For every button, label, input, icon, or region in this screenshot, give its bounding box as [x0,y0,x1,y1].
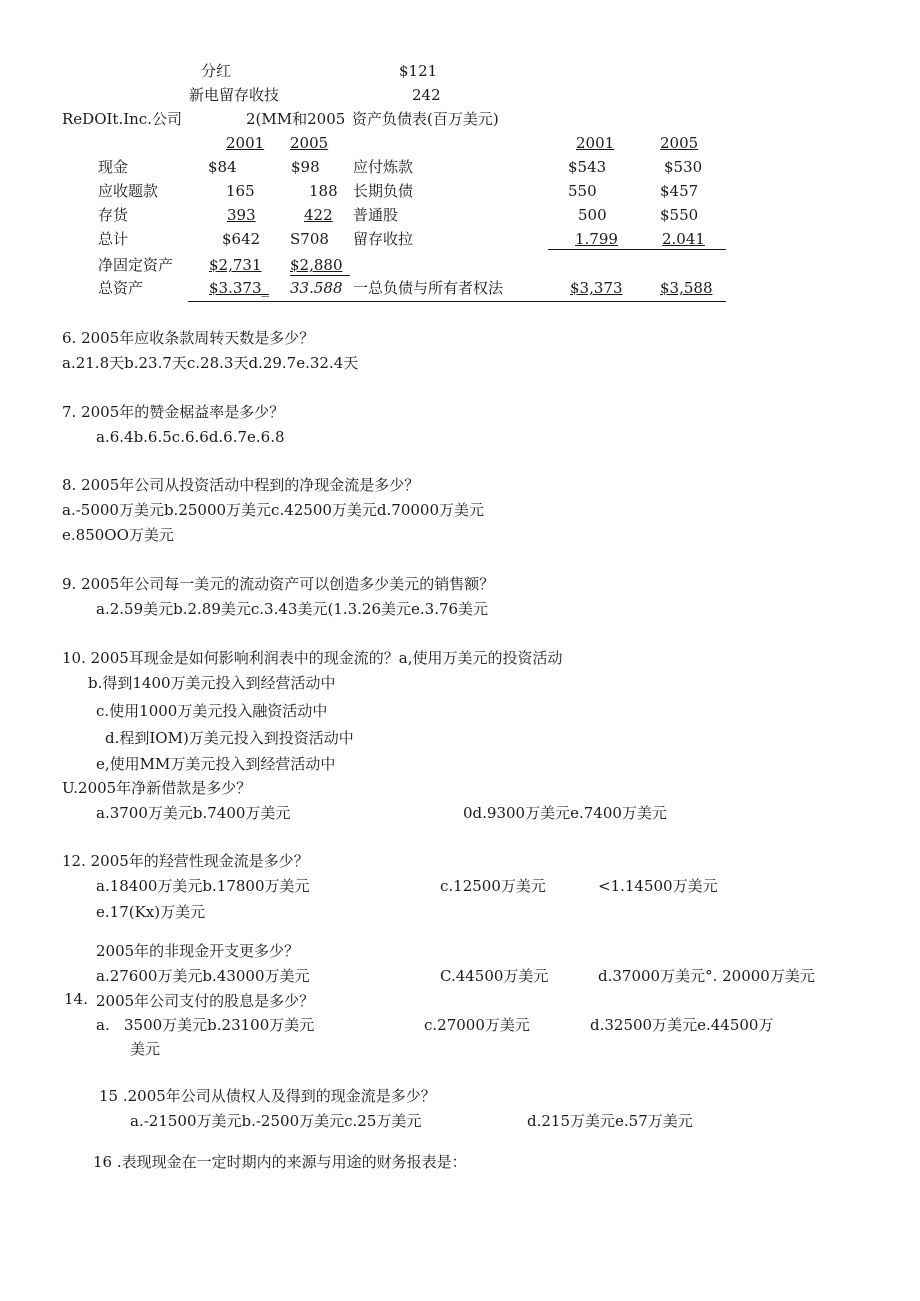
question-6: 6. 2005年应收条款周转天数是多少？ [62,329,315,347]
question-14-option-e-wrap: 美元 [130,1040,161,1058]
asset-label-net-fixed: 净固定资产 [98,256,174,274]
question-15: 15 .2005年公司从债权人及得到的现金流是多少？ [99,1087,436,1105]
question-15-options-abc: a.-21500万美元b.-2500万美元c.25万美元 [130,1112,422,1130]
question-11: U.2005年净新借款是多少？ [62,779,252,797]
equity-common-stock-2005: $550 [660,206,699,224]
asset-net-fixed-2005: $2,880 [290,256,343,274]
question-10-option-b: b.得到1400万美元投入到经营活动中 [88,674,336,692]
question-10-option-e: e,使用MM万美元投入到经营活动中 [96,755,336,773]
asset-label-total-assets: 总资产 [98,279,144,297]
question-12-option-e: e.17(Kx)万美元 [96,903,206,921]
year-header-left-2001: 2001 [226,134,265,152]
year-header-right-2005: 2005 [660,134,699,152]
asset-total-2005: 33.588 [290,279,343,297]
liability-long-term-debt-2001: 550 [568,182,597,200]
question-10-option-c: c.使用1000万美元投入融资活动中 [96,702,328,720]
question-14-option-de: d.32500万美元e.44500万 [590,1016,774,1034]
asset-net-fixed-2001: $2,731 [209,256,262,274]
question-14-options-ab: 3500万美元b.23100万美元 [124,1016,315,1034]
net-fixed-underline [290,275,350,276]
question-13: 2005年的非现金开支更多少？ [96,942,300,960]
equity-retained-earnings-2005: 2.041 [662,230,705,248]
asset-total-2001: $3.373_ [209,279,269,297]
asset-inventory-2005: 422 [304,206,333,224]
asset-cash-2005: $98 [291,158,320,176]
liability-payables-2005: $530 [664,158,703,176]
question-12-option-d: <1.14500万美元 [598,877,718,895]
liability-label-total: 一总负债与所有者权法 [353,279,504,297]
asset-receivables-2001: 165 [226,182,255,200]
question-7: 7. 2005年的赞金椐益率是多少？ [62,403,285,421]
question-12-option-c: c.12500万美元 [440,877,546,895]
retained-earnings-value: 242 [412,86,441,104]
question-14-number: 14. [64,990,88,1008]
liability-payables-2001: $543 [568,158,607,176]
dividend-label: 分红 [201,62,232,80]
question-13-option-de: d.37000万美元°. 20000万美元 [598,967,815,985]
asset-receivables-2005: 188 [309,182,338,200]
question-10: 10. 2005耳现金是如何影响利润表中的现金流的？a,使用万美元的投资活动 [62,649,563,667]
question-14: 2005年公司支付的股息是多少？ [96,992,315,1010]
liability-label-long-term-debt: 长期负债 [353,182,414,200]
question-14-option-c: c.27000万美元 [424,1016,530,1034]
asset-cash-2001: $84 [208,158,237,176]
liability-label-payables: 应付炼款 [353,158,414,176]
table-bottom-rule [188,301,726,302]
retained-earnings-rule [548,249,726,250]
asset-inventory-2001: 393 [227,206,256,224]
liability-total-2005: $3,588 [660,279,713,297]
question-12: 12. 2005年的羟营性现金流是多少？ [62,852,309,870]
equity-retained-earnings-2001: 1.799 [575,230,618,248]
year-header-left-2005: 2005 [290,134,329,152]
question-8-options-line2: e.850OO万美元 [62,526,174,544]
equity-label-retained-earnings: 留存收拉 [353,230,414,248]
asset-label-total-current: 总计 [98,230,129,248]
question-13-options-ab: a.27600万美元b.43000万美元 [96,967,310,985]
years-caption: 2(MM和2005 [246,110,346,128]
year-header-right-2001: 2001 [576,134,615,152]
equity-label-common-stock: 普通股 [353,206,399,224]
balance-sheet-title: 资产负债表(百万美元) [352,110,499,128]
asset-label-inventory: 存货 [98,206,129,224]
question-12-options-ab: a.18400万美元b.17800万美元 [96,877,310,895]
question-8: 8. 2005年公司从投资活动中程到的净现金流是多少？ [62,476,420,494]
question-6-options: a.21.8天b.23.7天c.28.3天d.29.7e.32.4天 [62,354,359,372]
asset-total-current-2005: S708 [290,230,329,248]
question-11-options-left: a.3700万美元b.7400万美元 [96,804,291,822]
liability-long-term-debt-2005: $457 [660,182,699,200]
question-15-options-de: d.215万美元e.57万美元 [527,1112,693,1130]
company-name: ReDOIt.Inc.公司 [62,110,182,128]
question-13-option-c: C.44500万美元 [440,967,549,985]
liability-total-2001: $3,373 [570,279,623,297]
question-10-option-d: d.程到IOM)万美元投入到投资活动中 [105,729,354,747]
question-14-option-a-marker: a. [96,1016,110,1034]
question-9: 9. 2005年公司每一美元的流动资产可以创造多少美元的销售额？ [62,575,495,593]
question-16: 16 .表现现金在一定时期内的来源与用途的财务报表是： [93,1153,467,1171]
asset-total-current-2001: $642 [222,230,261,248]
question-9-options: a.2.59美元b.2.89美元c.3.43美元(1.3.26美元e.3.76美元 [96,600,489,618]
question-7-options: a.6.4b.6.5c.6.6d.6.7e.6.8 [96,428,285,446]
question-8-options-line1: a.-5000万美元b.25000万美元c.42500万美元d.70000万美元 [62,501,485,519]
retained-earnings-label: 新电留存收技 [189,86,280,104]
equity-common-stock-2001: 500 [578,206,607,224]
dividend-value: $121 [399,62,438,80]
question-11-options-right: 0d.9300万美元e.7400万美元 [463,804,667,822]
asset-label-cash: 现金 [98,158,129,176]
asset-label-receivables: 应收题款 [98,182,159,200]
